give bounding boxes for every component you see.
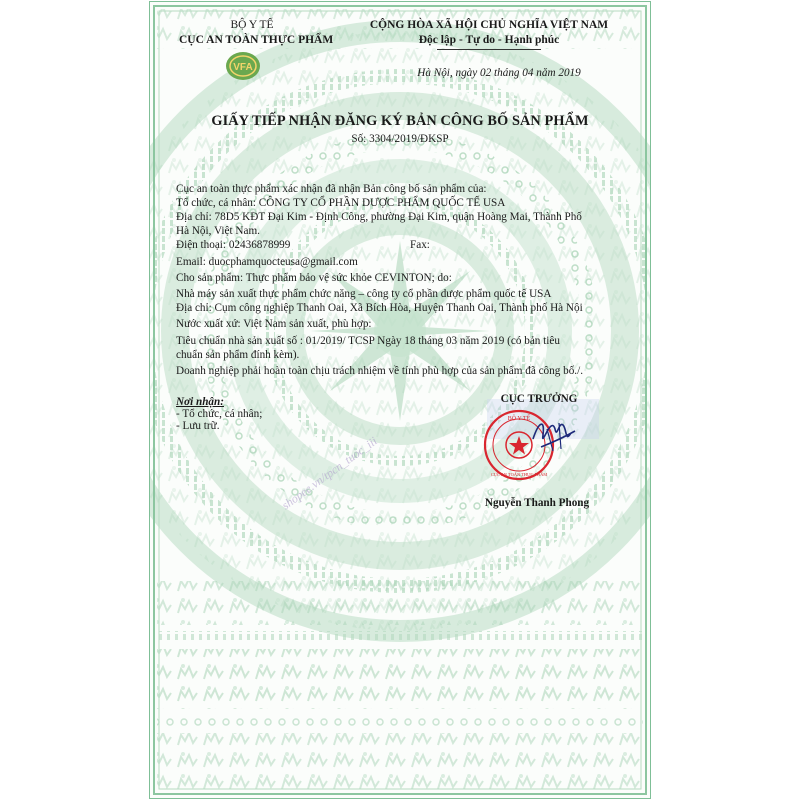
address-line-1: Địa chỉ: 78D5 KĐT Đại Kim - Định Công, phường Đại Kim, quận Hoàng Mai, Thành Phố [176,211,582,223]
issue-date: Hà Nội, ngày 02 tháng 04 năm 2019 [417,67,581,79]
official-stamp-and-signature [481,399,599,487]
document-title: GIẤY TIẾP NHẬN ĐĂNG KÝ BẢN CÔNG BỐ SẢN PHẨM [211,113,589,129]
stamp-top-text: BỘ Y TẾ [507,416,531,422]
standard-line-2: chuẩn sản phẩm đính kèm). [176,349,300,361]
signer-name: Nguyễn Thanh Phong [484,497,590,509]
phone-line: Điện thoại: 02436878999 [176,239,291,251]
origin-line: Nước xuất xứ: Việt Nam sản xuất, phù hợp: [176,318,372,330]
organization-line: Tổ chức, cá nhân: CÔNG TY CỔ PHẦN DƯỢC PHẨM QUỐC TẾ USA [176,197,506,209]
factory-line: Nhà máy sản xuất thực phẩm chức năng – công ty cổ phần dược phẩm quốc tế USA [176,288,552,300]
intro-text: Cục an toàn thực phẩm xác nhận đã nhận Bản công bố sản phẩm của: [176,183,487,195]
recipient-item-1: - Tổ chức, cá nhân; [176,408,263,420]
recipients-heading: Nơi nhận: [176,396,224,408]
document-content [149,1,651,799]
product-line: Cho sản phẩm: Thực phẩm bảo vệ sức khỏe CEVINTON; do: [176,272,452,284]
address-line-2: Hà Nội, Việt Nam. [176,225,260,237]
standard-line-1: Tiêu chuẩn nhà sản xuất số : 01/2019/ TCSP Ngày 18 tháng 03 năm 2019 (có bản tiêu [176,335,560,347]
motto-underline [437,49,541,50]
email-line: Email: duocphamquocteusa@gmail.com [176,256,358,268]
factory-address-line: Địa chỉ: Cụm công nghiệp Thanh Oai, Xã Bích Hòa, Huyện Thanh Oai, Thành phố Hà Nội [176,302,583,314]
shop-watermark: shopee.vn/tpcn_tuoc_iii [279,433,380,513]
document-number: Số: 3304/2019/ĐKSP [351,133,449,145]
vfa-logo-text: VFA [233,62,253,73]
vfa-logo-icon [225,50,261,82]
department-name: CỤC AN TOÀN THỰC PHẨM [179,34,334,46]
ministry-name: BỘ Y TẾ [230,19,274,31]
document-page [149,1,651,799]
country-name: CỘNG HÒA XÃ HỘI CHỦ NGHĨA VIỆT NAM [369,19,609,31]
recipient-item-2: - Lưu trữ. [176,420,220,432]
fax-line: Fax: [410,239,430,251]
signer-position: CỤC TRƯỞNG [500,393,578,405]
responsibility-line: Doanh nghiệp phải hoàn toàn chịu trách nhiệm về tính phù hợp của sản phẩm đã công bố./. [176,365,584,377]
national-motto: Độc lập - Tự do - Hạnh phúc [418,34,560,46]
stamp-bottom-text: CỤC AN TOÀN THỰC PHẨM [490,472,548,477]
